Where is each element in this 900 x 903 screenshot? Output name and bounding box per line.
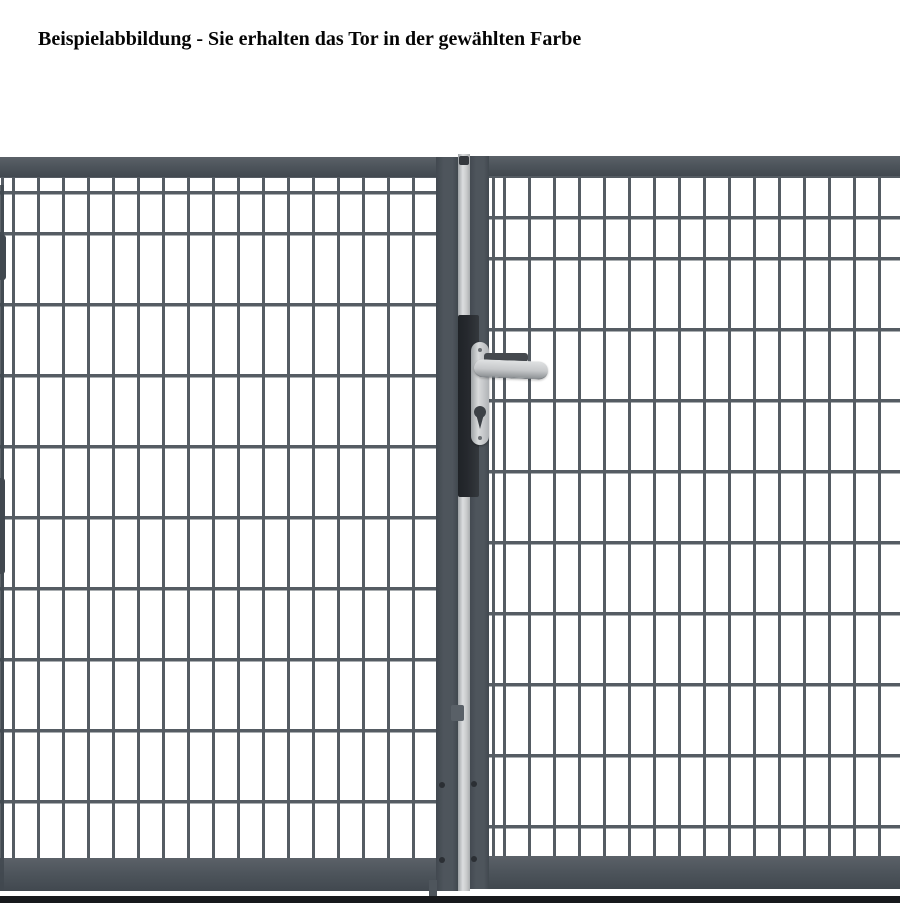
frame-bolt: [471, 781, 477, 787]
frame-bolt: [439, 782, 445, 788]
left-wing-bottom-rail: [0, 858, 458, 891]
center-post: [458, 154, 470, 891]
latch-keeper-tab: [451, 705, 464, 721]
left-wing-mesh-panel: [0, 178, 436, 858]
plate-screw-bottom: [478, 436, 482, 440]
left-wing-top-rail: [0, 157, 458, 177]
center-post-cap: [459, 156, 469, 165]
euro-cylinder-keyhole-wedge: [476, 414, 484, 429]
ground-shadow-strip: [0, 896, 900, 903]
left-wing-inner-frame: [436, 157, 458, 891]
right-wing-inner-frame: [469, 156, 489, 889]
plate-screw-top: [478, 348, 482, 352]
lever-handle: [474, 359, 549, 380]
right-wing-mesh-panel: [489, 178, 900, 858]
frame-bolt: [439, 857, 445, 863]
right-wing-bottom-rail: [466, 856, 900, 889]
frame-bolt: [471, 856, 477, 862]
right-wing-top-rail: [469, 156, 900, 176]
caption-text: Beispielabbildung - Sie erhalten das Tor in der gewählten Farbe: [38, 28, 582, 50]
hinge-upper: [0, 235, 6, 280]
hinge-lower: [0, 478, 5, 574]
